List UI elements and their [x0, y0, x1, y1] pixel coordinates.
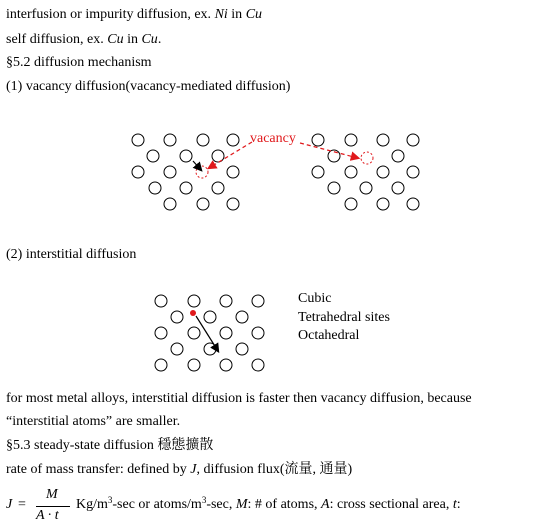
lattice-interstitial: [155, 295, 264, 371]
flux-definition-line: rate of mass transfer: defined by J, diffusion flux(流量, 通量): [6, 462, 353, 477]
line-impurity-diffusion: interfusion or impurity diffusion, ex. Ni in Cu: [6, 7, 263, 22]
section-heading-5-3: §5.3 steady-state diffusion 穩態擴散: [6, 438, 214, 453]
fraction-bar: [36, 506, 70, 507]
interstitial-atom: [190, 310, 196, 316]
formula-denominator: A · t: [36, 508, 59, 523]
vacancy-label: vacancy: [250, 131, 296, 146]
formula-lhs: J: [6, 497, 13, 512]
flux-formula: [6, 487, 536, 527]
vacancy-diffusion-heading: (1) vacancy diffusion(vacancy-mediated diffusion): [6, 79, 291, 94]
section-heading-5-2: §5.2 diffusion mechanism: [6, 55, 152, 70]
paragraph-line-1: for most metal alloys, interstitial diffusion is faster then vacancy diffusion, because: [6, 391, 472, 406]
line-self-diffusion: self diffusion, ex. Cu in Cu.: [6, 32, 162, 47]
formula-equals: =: [18, 497, 26, 512]
label-octahedral: Octahedral: [298, 328, 360, 343]
label-cubic: Cubic: [298, 291, 332, 306]
label-tetrahedral-sites: Tetrahedral sites: [298, 310, 390, 325]
formula-numerator: M: [46, 487, 58, 502]
interstitial-diffusion-heading: (2) interstitial diffusion: [6, 247, 137, 262]
paragraph-line-2: “interstitial atoms” are smaller.: [6, 414, 181, 429]
formula-units: $Kg/m^3-\sec$ or atoms/$m^3-\sec$, M: # of atoms, A: cross sectional area, t:: [76, 495, 461, 512]
